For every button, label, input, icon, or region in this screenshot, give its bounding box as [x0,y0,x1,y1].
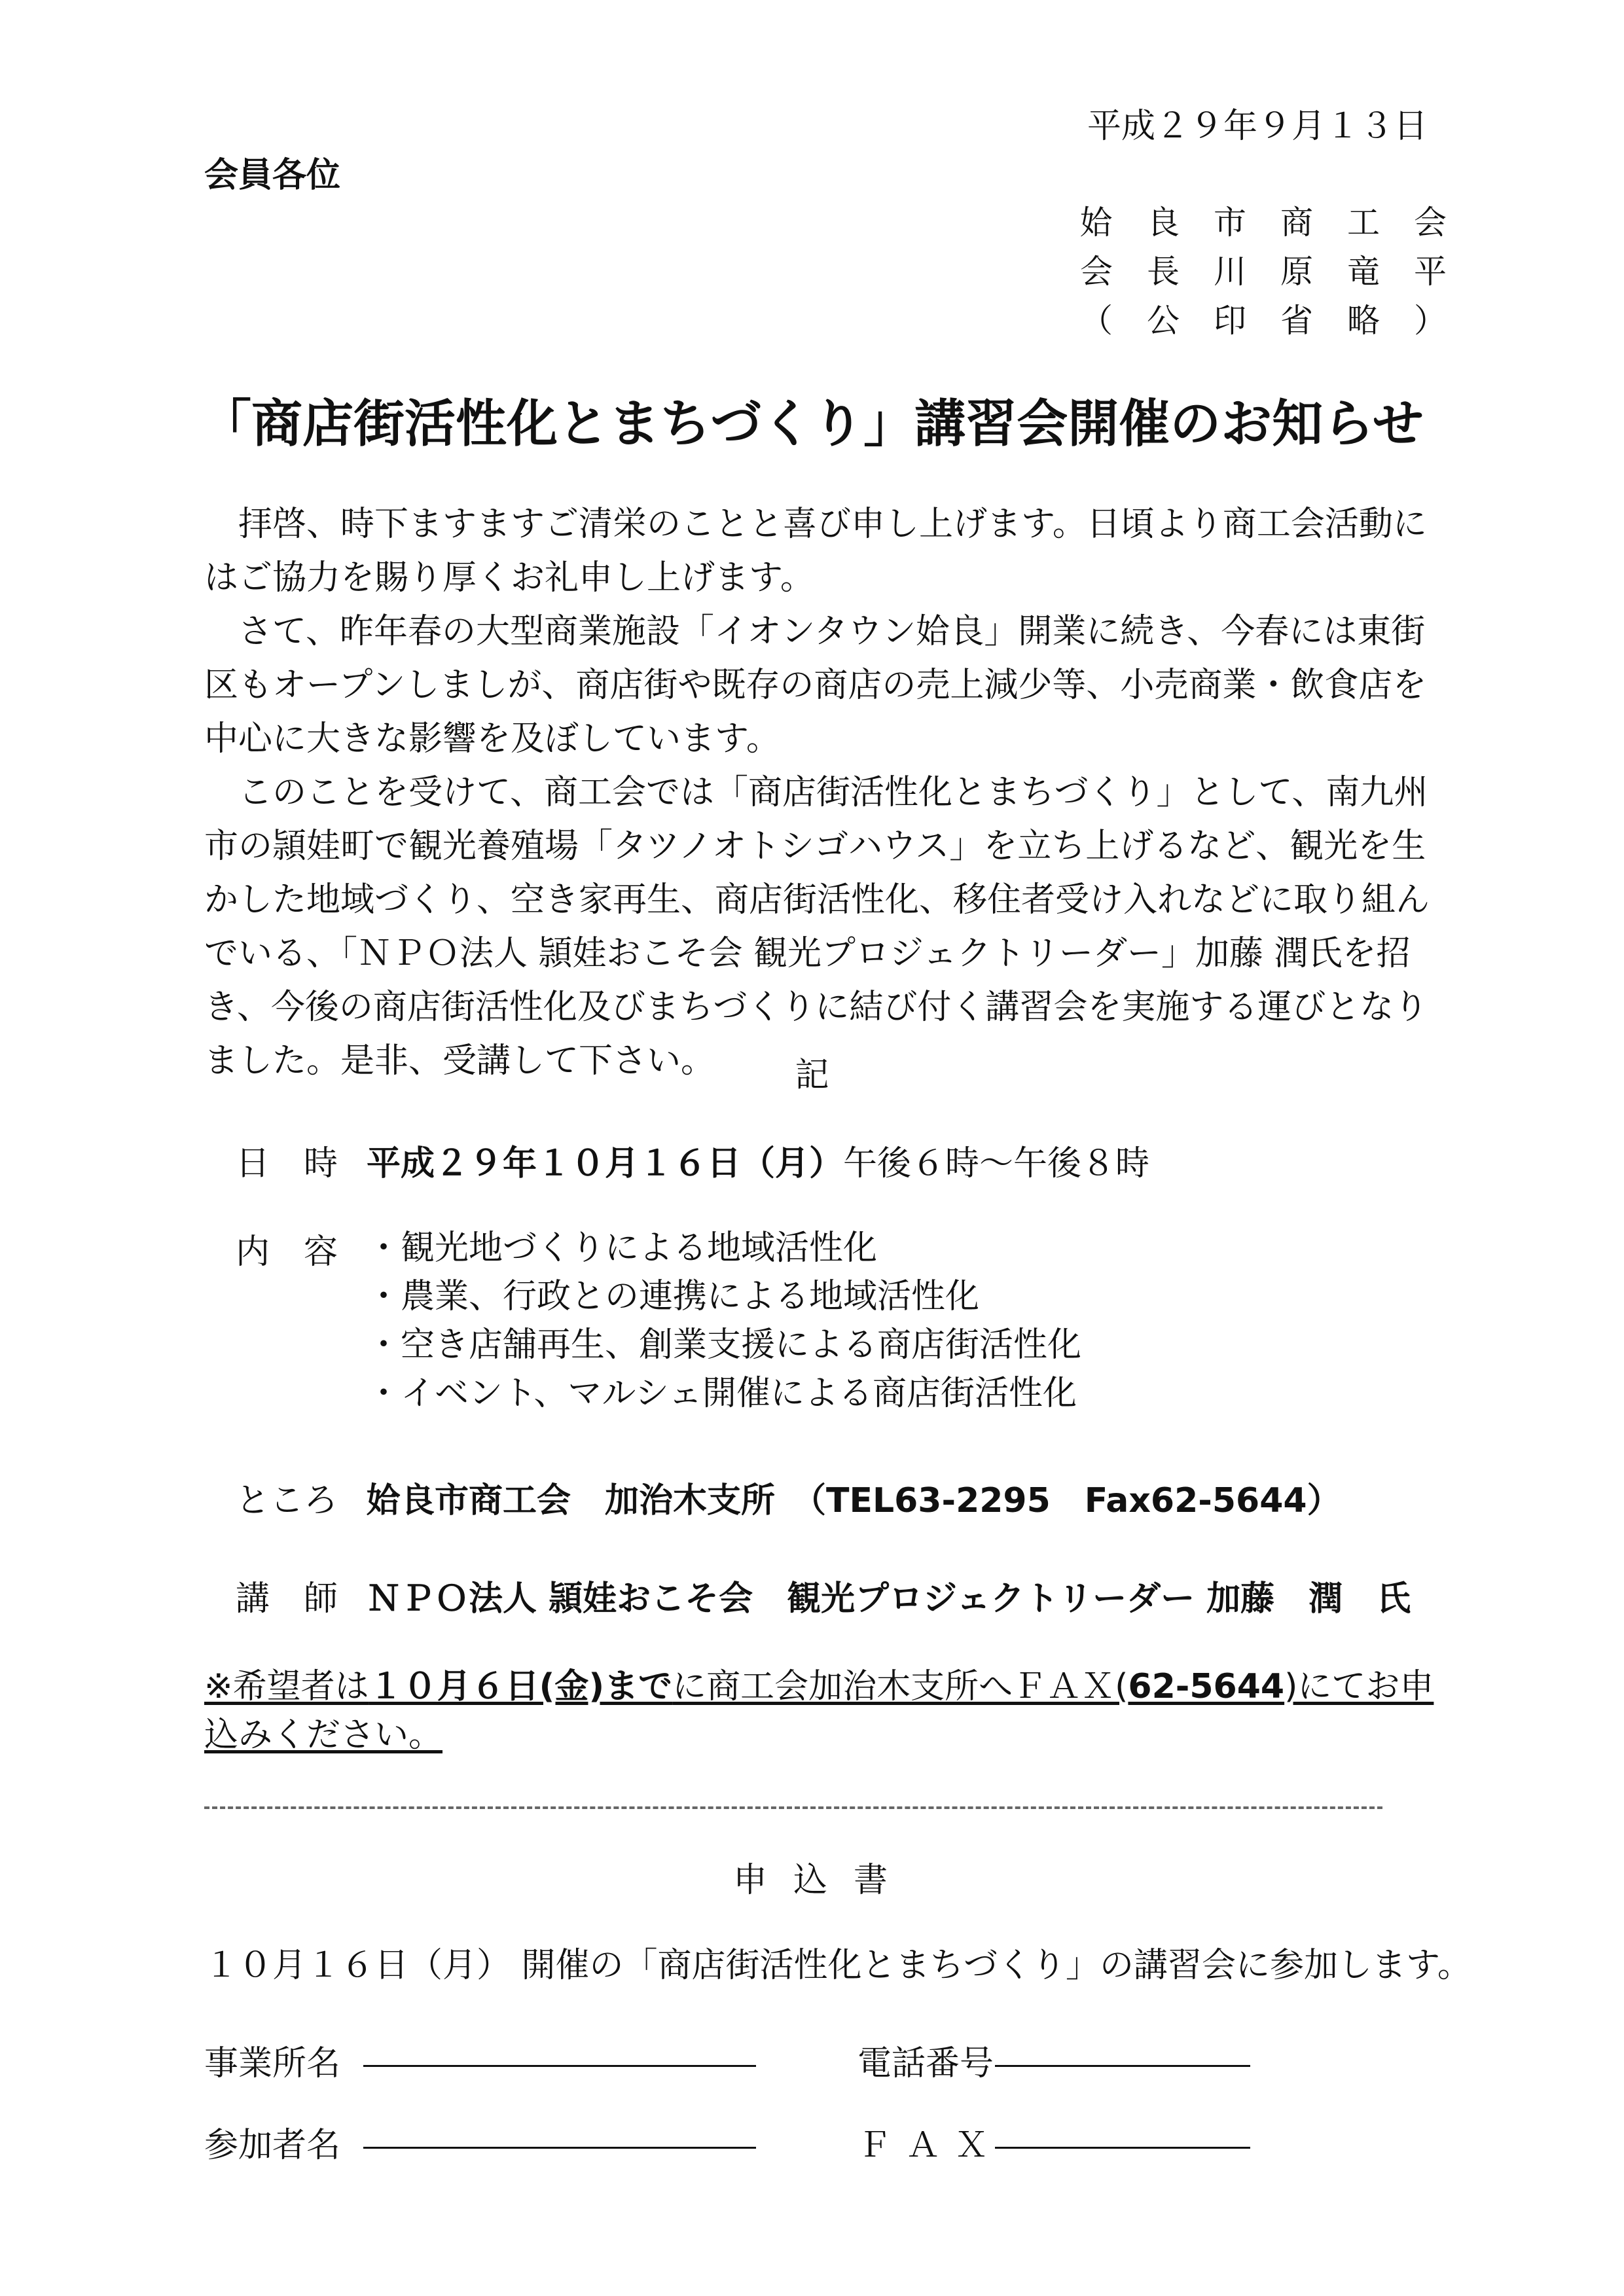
body-paragraph-2: さて、昨年春の大型商業施設「イオンタウン姶良」開業に続き、今春には東街区もオープンしましが、商店街や既存の商店の売上減少等、小売商業・飲食店を中心に大きな影響を及ぼしています。 [204,612,1427,759]
datetime-label: 日 時 [236,1144,338,1183]
lecturer-value: ＮＰＯ法人 頴娃おこそ会 観光プロジェクトリーダー 加藤 潤 氏 [367,1579,1411,1619]
sender-org: 姶 良 市 商 工 会 [1080,204,1447,242]
place-value: 姶良市商工会 加治木支所 （TEL63-2295 Fax62-5644） [367,1481,1341,1520]
participant-label: 参加者名 [204,2126,341,2165]
body-text [204,497,1454,1088]
content-item: ・農業、行政との連携による地域活性化 [367,1277,980,1316]
form-title: 申込書 [733,1861,914,1900]
content-item: ・観光地づくりによる地域活性化 [367,1229,878,1268]
sender-seal-note: （ 公 印 省 略 ） [1080,302,1447,340]
application-note: ※希望者は１０月６日(金)までに商工会加治木支所へＦＡＸ(62-5644)にてお申込みください。 [204,1667,1434,1755]
datetime-time: 午後６時～午後８時 [843,1144,1150,1183]
fax-field[interactable] [995,2121,1250,2149]
business-name-label: 事業所名 [204,2044,341,2083]
body-paragraph-3: このことを受けて、商工会では「商店街活性化とまちづくり」として、南九州市の頴娃町で観光養殖場「タツノオトシゴハウス」を立ち上げるなど、観光を生かした地域づくり、空き家再生、商店街活性化、移住者受け入れなどに取り組んでいる、「ＮＰＯ法人 頴娃おこそ会 観光プロジェクトリーダー」加藤 潤氏を招き、今後の商店街活性化及びまちづくりに結び付く講習会を実施する運びとなりました。是非、受講して下さい。 [204,773,1430,1081]
body-paragraph-1: 拝啓、時下ますますご清栄のことと喜び申し上げます。日頃より商工会活動にはご協力を賜り厚くお礼申し上げます。 [204,505,1427,598]
content-label: 内 容 [236,1232,338,1272]
addressee: 会員各位 [204,156,341,195]
content-item: ・空き店舗再生、創業支援による商店街活性化 [367,1325,1082,1365]
lecturer-label: 講 師 [236,1579,338,1619]
ki-heading: 記 [795,1056,829,1095]
phone-field[interactable] [995,2039,1250,2067]
sender-title: 会 長 川 原 竜 平 [1080,253,1447,291]
datetime-date: 平成２９年１０月１６日（月） [367,1144,844,1183]
document-title: 「商店街活性化とまちづくり」講習会開催のお知らせ [200,395,1424,454]
cut-line [204,1806,1382,1809]
content-list [367,1224,1081,1418]
content-item: ・イベント、マルシェ開催による商店街活性化 [367,1374,1077,1413]
business-name-field[interactable] [363,2039,756,2067]
place-label: ところ [236,1481,338,1520]
participant-field[interactable] [363,2121,756,2149]
document-date: 平成２９年９月１３日 [1087,107,1428,146]
form-statement: １０月１６日（月） 開催の「商店街活性化とまちづくり」の講習会に参加します。 [204,1946,1471,1985]
datetime-value [367,1136,1149,1185]
fax-label: ＦＡＸ [857,2126,1003,2165]
phone-label: 電話番号 [857,2044,994,2083]
